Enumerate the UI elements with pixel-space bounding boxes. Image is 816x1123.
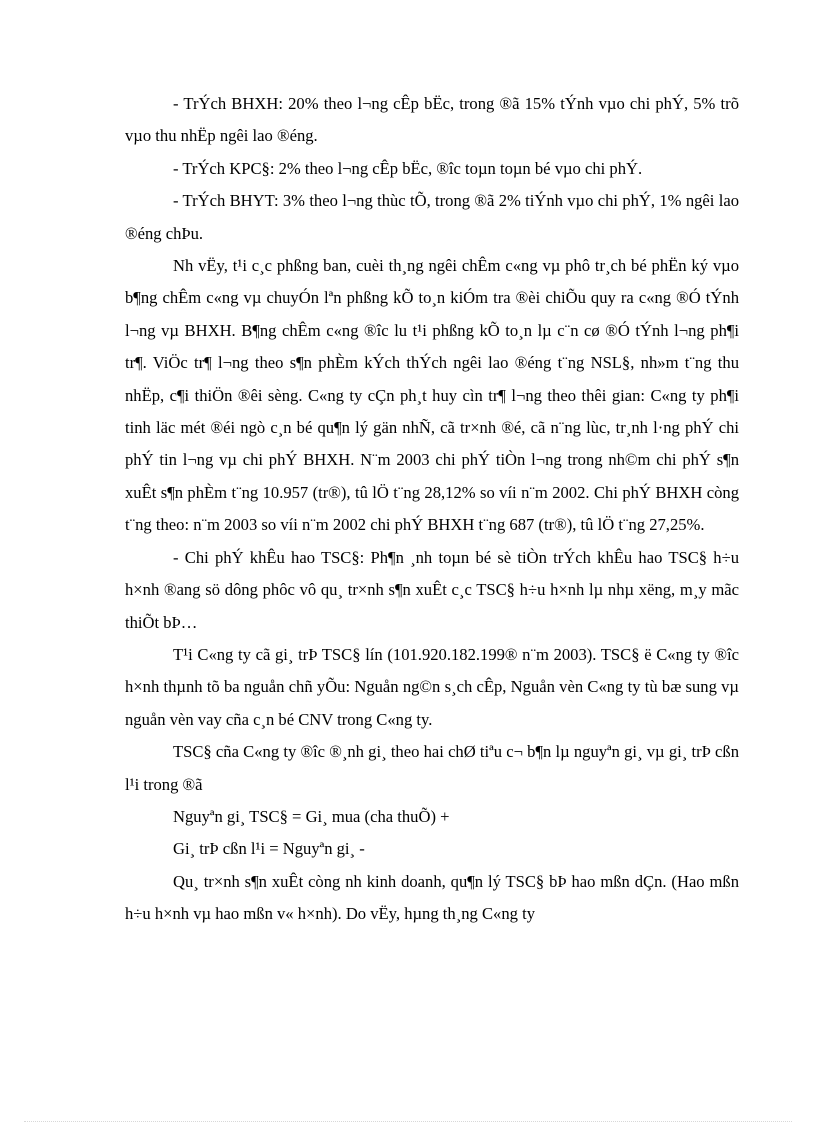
paragraph-kpcd: - TrÝch KPC§: 2% theo l¬ng cÊp bËc, ®îc toµn toµn bé vµo chi phÝ. — [173, 158, 643, 178]
document-body — [125, 88, 739, 931]
paragraph-wear: Qu¸ tr×nh s¶n xuÊt còng nh kinh doanh, qu¶n lý TSC§ bÞ hao mßn dÇn. (Hao mßn h÷u h×nh vµ hao mßn v« h×nh). Do vËy, hµng th¸ng C«ng ty — [125, 871, 739, 924]
paragraph-depreciation: - Chi phÝ khÊu hao TSC§: Ph¶n ¸nh toµn bé sè tiÒn trÝch khÊu hao TSC§ h÷u h×nh ®ang sö dông phôc vô qu¸ tr×nh s¶n xuÊt c¸c TSC§ h÷u h×nh lµ nhµ xëng, m¸y mãc thiÕt bÞ… — [125, 547, 739, 632]
formula-residual-value: Gi¸ trÞ cßn l¹i = Nguyªn gi¸ - — [173, 839, 365, 859]
paragraph-valuation: TSC§ cña C«ng ty ®îc ®¸nh gi¸ theo hai chØ tiªu c¬ b¶n lµ nguyªn gi¸ vµ gi¸ trÞ cßn l¹i trong ®ã — [125, 742, 739, 794]
paragraph-bhxh: - TrÝch BHXH: 20% theo l¬ng cÊp bËc, trong ®ã 15% tÝnh vµo chi phÝ, 5% trõ vµo thu nhËp ngêi lao ®éng. — [125, 94, 739, 146]
paragraph-bhyt: - TrÝch BHYT: 3% theo l¬ng thùc tÕ, trong ®ã 2% tiÝnh vµo chi phÝ, 1% ngêi lao ®éng chÞu. — [125, 191, 739, 243]
page-bottom-divider — [24, 1121, 792, 1122]
paragraph-fixed-assets: T¹i C«ng ty cã gi¸ trÞ TSC§ lín (101.920.182.199® n¨m 2003). TSC§ ë C«ng ty ®îc h×nh thµnh tõ ba nguån chñ yÕu: Nguån ng©n s¸ch cÊp, Nguån vèn C«ng ty tù bæ sung vµ nguån vèn vay cña c¸n bé CNV trong C«ng ty. — [125, 644, 739, 729]
paragraph-attendance: Nh vËy, t¹i c¸c phßng ban, cuèi th¸ng ngêi chÊm c«ng vµ phô tr¸ch bé phËn ký vµo b¶ng chÊm c«ng vµ chuyÓn lªn phßng kÕ to¸n kiÓm tra ®èi chiÕu quy ra c«ng ®Ó tÝnh l¬ng vµ BHXH. B¶ng chÊm c«ng ®îc lu t¹i phßng kÕ to¸n lµ c¨n cø ®Ó tÝnh l¬ng ph¶i tr¶. ViÖc tr¶ l¬ng theo s¶n phÈm kÝch thÝch ngêi lao ®éng t¨ng NSL§, nh»m t¨ng thu nhËp, c¶i thiÖn ®êi sèng. C«ng ty cÇn ph¸t huy cìn tr¶ l¬ng theo thêi gian: C«ng ty ph¶i tinh läc mét ®éi ngò c¸n bé qu¶n lý gän nhÑ, cã tr×nh ®é, cã n¨ng lùc, tr¸nh l·ng phÝ chi phÝ tin l¬ng vµ chi phÝ BHXH. N¨m 2003 chi phÝ tiÒn l¬ng trong nh©m chi phÝ s¶n xuÊt s¶n phÈm t¨ng 10.957 (tr®), tû lÖ t¨ng 28,12% so víi n¨m 2002. Chi phÝ BHXH còng t¨ng theo: n¨m 2003 so víi n¨m 2002 chi phÝ BHXH t¨ng 687 (tr®), tû lÖ t¨ng 27,25%. — [125, 256, 739, 535]
formula-original-cost: Nguyªn gi¸ TSC§ = Gi¸ mua (cha thuÕ) + — [173, 806, 450, 826]
